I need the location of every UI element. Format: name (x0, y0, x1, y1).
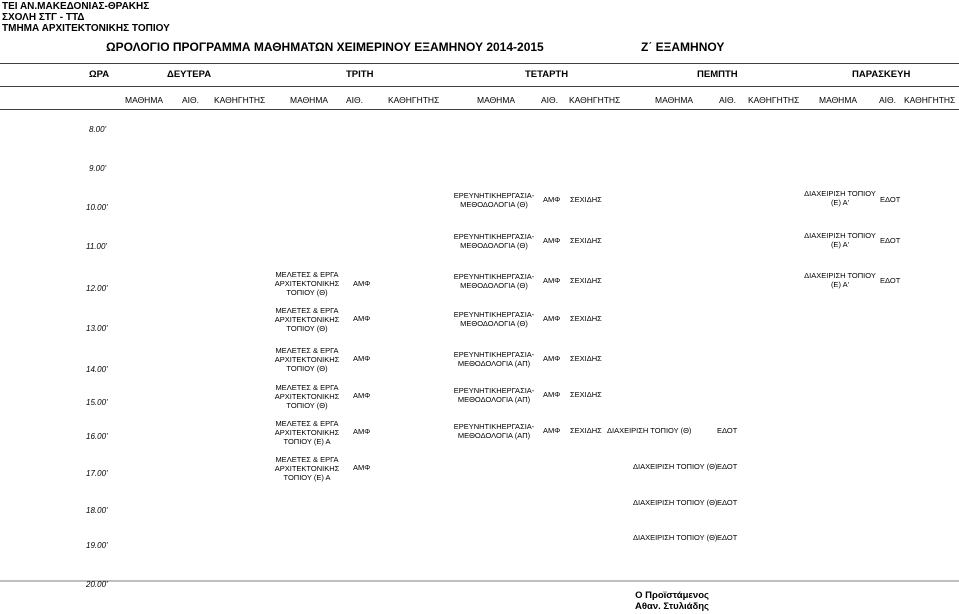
wed-14-course: ΕΡΕΥΝΗΤΙΚΗΕΡΓΑΣΙΑ- ΜΕΘΟΔΟΛΟΓΙΑ (ΑΠ) (453, 350, 535, 368)
time-label: 11.00' (86, 242, 107, 251)
thu-teacher-header: ΚΑΘΗΓΗΤΗΣ (748, 95, 800, 105)
thu-room-header: ΑΙΘ. (719, 95, 737, 105)
wed-12-room: ΑΜΦ (543, 276, 561, 285)
tue-16-course: ΜΕΛΕΤΕΣ & ΕΡΓΑ ΑΡΧΙΤΕΚΤΟΝΙΚΗΣ ΤΟΠΙΟΥ (Ε) Α (274, 419, 340, 446)
mon-teacher-header: ΚΑΘΗΓΗΤΗΣ (214, 95, 266, 105)
thu-12-course: ΔΙΑΧΕΙΡΙΣΗ ΤΟΠΙΟΥ (Ε) Α' (804, 271, 876, 289)
wed-13-teacher: ΣΕΧΙΔΗΣ (570, 314, 602, 323)
wed-11-teacher: ΣΕΧΙΔΗΣ (570, 236, 602, 245)
wed-15-room: ΑΜΦ (543, 390, 561, 399)
semester-label: Ζ΄ ΕΞΑΜΗΝΟΥ (641, 40, 725, 54)
tue-room-header: ΑΙΘ. (346, 95, 364, 105)
tue-15-course: ΜΕΛΕΤΕΣ & ΕΡΓΑ ΑΡΧΙΤΕΚΤΟΝΙΚΗΣ ΤΟΠΙΟΥ (Θ) (274, 383, 340, 410)
wed-14-room: ΑΜΦ (543, 354, 561, 363)
mon-course-header: ΜΑΘΗΜΑ (125, 95, 164, 105)
thu-18-room: ΕΔΟΤ (717, 498, 738, 507)
wed-12-teacher: ΣΕΧΙΔΗΣ (570, 276, 602, 285)
wed-15-course: ΕΡΕΥΝΗΤΙΚΗΕΡΓΑΣΙΑ- ΜΕΘΟΔΟΛΟΓΙΑ (ΑΠ) (453, 386, 535, 404)
signature-name: Αθαν. Στυλιάδης (635, 601, 709, 612)
tue-teacher-header: ΚΑΘΗΓΗΤΗΣ (388, 95, 440, 105)
column-wednesday: ΤΕΤΑΡΤΗ (525, 69, 569, 80)
department-name: ΤΜΗΜΑ ΑΡΧΙΤΕΚΤΟΝΙΚΗΣ ΤΟΠΙΟΥ (2, 23, 170, 34)
wed-13-room: ΑΜΦ (543, 314, 561, 323)
wed-16-teacher: ΣΕΧΙΔΗΣ (570, 426, 602, 435)
tue-16-room: ΑΜΦ (353, 427, 371, 436)
institution-name: ΤΕΙ ΑΝ.ΜΑΚΕΔΟΝΙΑΣ-ΘΡΑΚΗΣ (2, 1, 150, 12)
tue-14-room: ΑΜΦ (353, 354, 371, 363)
tue-17-room: ΑΜΦ (353, 463, 371, 472)
thu-16-room: ΕΔΟΤ (717, 426, 738, 435)
wed-16-course: ΕΡΕΥΝΗΤΙΚΗΕΡΓΑΣΙΑ- ΜΕΘΟΔΟΛΟΓΙΑ (ΑΠ) (453, 422, 535, 440)
tue-13-room: ΑΜΦ (353, 314, 371, 323)
wed-12-course: ΕΡΕΥΝΗΤΙΚΗΕΡΓΑΣΙΑ- ΜΕΘΟΔΟΛΟΓΙΑ (Θ) (453, 272, 535, 290)
wed-15-teacher: ΣΕΧΙΔΗΣ (570, 390, 602, 399)
thu-10-course: ΔΙΑΧΕΙΡΙΣΗ ΤΟΠΙΟΥ (Ε) Α' (804, 189, 876, 207)
time-label: 14.00' (86, 365, 108, 374)
time-label: 20.00' (86, 580, 108, 589)
time-label: 15.00' (86, 398, 108, 407)
time-label: 13.00' (86, 324, 108, 333)
column-friday: ΠΑΡΑΣΚΕΥΗ (852, 69, 911, 80)
tue-17-course: ΜΕΛΕΤΕΣ & ΕΡΓΑ ΑΡΧΙΤΕΚΤΟΝΙΚΗΣ ΤΟΠΙΟΥ (Ε) Α (274, 455, 340, 482)
wed-13-course: ΕΡΕΥΝΗΤΙΚΗΕΡΓΑΣΙΑ- ΜΕΘΟΔΟΛΟΓΙΑ (Θ) (453, 310, 535, 328)
time-label: 19.00' (86, 541, 108, 550)
wed-room-header: ΑΙΘ. (541, 95, 559, 105)
tue-12-course: ΜΕΛΕΤΕΣ & ΕΡΓΑ ΑΡΧΙΤΕΚΤΟΝΙΚΗΣ ΤΟΠΙΟΥ (Θ) (274, 270, 340, 297)
column-monday: ΔΕΥΤΕΡΑ (167, 69, 212, 80)
column-tuesday: ΤΡΙΤΗ (346, 69, 374, 80)
column-hour: ΩΡΑ (89, 69, 110, 80)
tue-14-course: ΜΕΛΕΤΕΣ & ΕΡΓΑ ΑΡΧΙΤΕΚΤΟΝΙΚΗΣ ΤΟΠΙΟΥ (Θ) (274, 346, 340, 373)
tue-15-room: ΑΜΦ (353, 391, 371, 400)
thu-17-room: ΕΔΟΤ (717, 462, 738, 471)
thu-11-course: ΔΙΑΧΕΙΡΙΣΗ ΤΟΠΙΟΥ (Ε) Α' (804, 231, 876, 249)
wed-10-teacher: ΣΕΧΙΔΗΣ (570, 195, 602, 204)
fri-course-header: ΜΑΘΗΜΑ (819, 95, 858, 105)
thu-11-room: ΕΔΟΤ (880, 236, 901, 245)
thu-16-course: ΔΙΑΧΕΙΡΙΣΗ ΤΟΠΙΟΥ (Θ) (607, 426, 692, 435)
thu-10-room: ΕΔΟΤ (880, 195, 901, 204)
wed-teacher-header: ΚΑΘΗΓΗΤΗΣ (569, 95, 621, 105)
column-thursday: ΠΕΜΠΤΗ (697, 69, 738, 80)
thu-18-course: ΔΙΑΧΕΙΡΙΣΗ ΤΟΠΙΟΥ (Θ) (633, 498, 718, 507)
time-label: 18.00' (86, 506, 108, 515)
time-label: 12.00' (86, 284, 108, 293)
thu-19-room: ΕΔΟΤ (717, 533, 738, 542)
signature-block (622, 590, 722, 612)
fri-teacher-header: ΚΑΘΗΓΗΤΗΣ (904, 95, 956, 105)
time-label: 16.00' (86, 432, 108, 441)
page-title: ΩΡΟΛΟΓΙΟ ΠΡΟΓΡΑΜΜΑ ΜΑΘΗΜΑΤΩΝ ΧΕΙΜΕΡΙΝΟΥ ΕΞΑΜΗΝΟΥ 2014-2015 (106, 40, 544, 54)
signature-role: Ο Προϊστάμενος (635, 590, 709, 601)
thu-12-room: ΕΔΟΤ (880, 276, 901, 285)
thu-17-course: ΔΙΑΧΕΙΡΙΣΗ ΤΟΠΙΟΥ (Θ) (633, 462, 718, 471)
wed-11-course: ΕΡΕΥΝΗΤΙΚΗΕΡΓΑΣΙΑ- ΜΕΘΟΔΟΛΟΓΙΑ (Θ) (453, 232, 535, 250)
wed-10-room: ΑΜΦ (543, 195, 561, 204)
time-label: 8.00' (89, 125, 107, 134)
wed-course-header: ΜΑΘΗΜΑ (477, 95, 516, 105)
wed-14-teacher: ΣΕΧΙΔΗΣ (570, 354, 602, 363)
wed-10-course: ΕΡΕΥΝΗΤΙΚΗΕΡΓΑΣΙΑ- ΜΕΘΟΔΟΛΟΓΙΑ (Θ) (453, 191, 535, 209)
wed-11-room: ΑΜΦ (543, 236, 561, 245)
fri-room-header: ΑΙΘ. (879, 95, 897, 105)
mon-room-header: ΑΙΘ. (182, 95, 200, 105)
tue-13-course: ΜΕΛΕΤΕΣ & ΕΡΓΑ ΑΡΧΙΤΕΚΤΟΝΙΚΗΣ ΤΟΠΙΟΥ (Θ) (274, 306, 340, 333)
time-label: 10.00' (86, 203, 108, 212)
tue-12-room: ΑΜΦ (353, 279, 371, 288)
time-label: 17.00' (86, 469, 108, 478)
tue-course-header: ΜΑΘΗΜΑ (290, 95, 329, 105)
thu-19-course: ΔΙΑΧΕΙΡΙΣΗ ΤΟΠΙΟΥ (Θ) (633, 533, 718, 542)
school-name: ΣΧΟΛΗ ΣΤΓ - ΤΤΔ (2, 12, 85, 23)
time-label: 9.00' (89, 164, 107, 173)
thu-course-header: ΜΑΘΗΜΑ (655, 95, 694, 105)
wed-16-room: ΑΜΦ (543, 426, 561, 435)
